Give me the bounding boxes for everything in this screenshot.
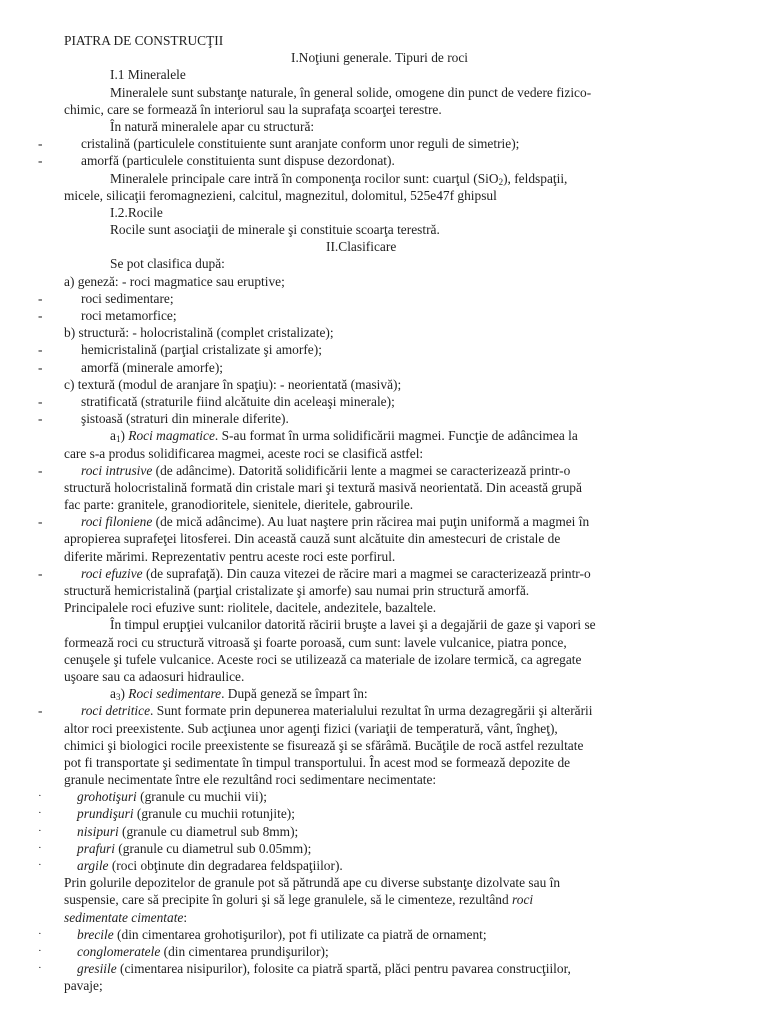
term-italic: gresiile: [77, 961, 117, 977]
dot-bullet: ·: [38, 944, 42, 957]
subsection-heading-minerals: I.1 Mineralele: [110, 67, 186, 83]
list-item: - roci efuzive (de suprafaţă). Din cauza vitezei de răcire mari a magmei se caracterizează printr-o: [38, 565, 591, 581]
paragraph-line: altor roci preexistente. Sub acţiunea unor agenţi fizici (variaţii de temperatură, vânt, îngheţ),: [64, 720, 558, 736]
paragraph-line: granule necimentate între ele rezultând roci sedimentare necimentate:: [64, 772, 437, 788]
list-item: - roci filoniene (de mică adâncime). Au luat naştere prin răcirea mai puţin uniformă a magmei în: [38, 514, 590, 530]
list-item: · brecile (din cimentarea grohotişurilor), pot fi utilizate ca piatră de ornament;: [38, 926, 487, 942]
list-item: · prafuri (granule cu diametrul sub 0.05mm);: [38, 840, 312, 856]
dash-bullet: -: [38, 411, 43, 427]
paragraph-line: Rocile sunt asociaţii de minerale şi constituie scoarţa terestră.: [110, 222, 440, 238]
paragraph-line: În natură mineralele apar cu structură:: [110, 118, 315, 134]
list-item: - hemicristalină (parţial cristalizate şi amorfe);: [38, 342, 322, 358]
paragraph-line: $a_3$) Roci sedimentare. După geneză se împart în:: [110, 686, 368, 703]
paragraph-line: Se pot clasifica după:: [110, 256, 225, 272]
list-item: · grohotişuri (granule cu muchii vii);: [38, 789, 267, 805]
term-italic: brecile: [77, 926, 114, 942]
paragraph-line: structură hemicristalină (parţial cristalizate şi amorfe) sau numai prin structură amorfă.: [64, 583, 530, 598]
term-italic: roci efuzive: [81, 565, 143, 581]
dot-bullet: ·: [38, 807, 42, 820]
term-italic: roci: [512, 892, 534, 908]
document-page: [0, 32, 768, 995]
list-item: - roci metamorfice;: [38, 308, 177, 323]
dash-bullet: -: [38, 290, 43, 306]
dot-bullet: ·: [38, 927, 42, 940]
paragraph-line: sedimentate cimentate:: [64, 909, 188, 925]
dash-bullet: -: [38, 703, 43, 719]
list-item: · prundişuri (granule cu muchii rotunjite);: [38, 806, 295, 822]
dash-bullet: -: [38, 153, 43, 169]
paragraph-line: cenuşele şi tufele vulcanice. Aceste roci se utilizează ca materiale de izolare termică, ca agregate: [64, 651, 582, 667]
dash-bullet: -: [38, 308, 43, 323]
classification-item: a) geneză: - roci magmatice sau eruptive;: [64, 273, 285, 289]
dash-bullet: -: [38, 462, 43, 478]
paragraph-line: care s-a produs solidificarea magmei, aceste roci se clasifică astfel:: [64, 445, 424, 461]
dash-bullet: -: [38, 393, 43, 409]
paragraph-line: uşoare sau ca adaosuri hidraulice.: [64, 668, 245, 684]
dash-bullet: -: [38, 565, 43, 581]
paragraph-line: micele, silicaţii feromagnezieni, calcitul, magnezitul, dolomitul, 525e47f ghipsul: [64, 187, 497, 203]
list-item: - stratificată (straturile fiind alcătuite din aceleaşi minerale);: [38, 393, 395, 409]
paragraph-line: Mineralele sunt substanţe naturale, în general solide, omogene din punct de vedere fizico-: [110, 84, 592, 100]
document-title: PIATRA DE CONSTRUCŢII: [64, 33, 224, 48]
paragraph-line: chimici şi biologici rocile preexistente se fisurează şi se sfărâmă. Bucăţile de rocă astfel rezultate: [64, 737, 584, 753]
paragraph-line: formează roci cu structură vitroasă şi foarte poroasă, cum sunt: lavele vulcanice, piatra ponce,: [64, 634, 567, 650]
section-heading-1: I.Noţiuni generale. Tipuri de roci: [291, 50, 469, 66]
term-italic: prundişuri: [77, 806, 134, 822]
paragraph-line: chimic, care se formează în interiorul sau la suprafaţa scoarţei terestre.: [64, 101, 442, 117]
list-item: - cristalină (particulele constituiente sunt aranjate conform unor reguli de simetrie);: [38, 136, 520, 152]
paragraph-line: $a_1$) Roci magmatice. S-au format în urma solidificării magmei. Funcţie de adâncimea la: [110, 428, 578, 445]
subsection-heading-rocks: I.2.Rocile: [110, 204, 163, 220]
list-item: · nisipuri (granule cu diametrul sub 8mm);: [38, 823, 299, 839]
list-item: · conglomeratele (din cimentarea prundişurilor);: [38, 943, 329, 959]
paragraph-line: fac parte: granitele, granodioritele, sienitele, dieritele, gabrourile.: [64, 497, 414, 513]
dash-bullet: -: [38, 514, 43, 530]
paragraph-line: apropierea suprafeţei litosferei. Din această cauză sunt alcătuite din amestecuri de cristale de: [64, 531, 561, 547]
list-item: · gresiile (cimentarea nisipurilor), folosite ca piatră spartă, plăci pentru pavarea construcţiilor,: [38, 961, 571, 977]
term-italic: prafuri: [77, 840, 115, 856]
dot-bullet: ·: [38, 962, 42, 975]
paragraph-line: pavaje;: [64, 978, 103, 994]
paragraph-line: Prin golurile depozitelor de granule pot să pătrundă ape cu diverse substanţe dizolvate sau în: [64, 875, 561, 891]
dash-bullet: -: [38, 136, 43, 152]
term-italic: argile: [77, 858, 109, 873]
list-item: - roci intrusive (de adâncime). Datorită solidificării lente a magmei se caracterizează printr-o: [38, 462, 571, 478]
term-italic: conglomeratele: [77, 943, 161, 959]
term-italic: roci detritice: [81, 703, 151, 719]
list-item: - şistoasă (straturi din minerale diferite).: [38, 411, 289, 427]
dot-bullet: ·: [38, 841, 42, 854]
list-item: - amorfă (minerale amorfe);: [38, 359, 224, 375]
paragraph-line: Principalele roci efuzive sunt: riolitele, dacitele, andezitele, bazaltele.: [64, 600, 437, 616]
term-italic: grohotişuri: [77, 789, 137, 805]
term-italic: sedimentate cimentate: [64, 909, 184, 925]
term-italic: roci intrusive: [81, 462, 153, 478]
list-item: - roci detritice. Sunt formate prin depunerea materialului rezultat în urma dezagregării şi alterării: [38, 703, 593, 719]
paragraph-line: În timpul erupţiei vulcanilor datorită răcirii bruşte a lavei şi a degajării de gaze şi vapori se: [110, 617, 596, 633]
dot-bullet: ·: [38, 859, 42, 871]
paragraph-line: diferite mărimi. Reprezentativ pentru aceste roci este porfirul.: [64, 548, 396, 564]
paragraph-line: structură holocristalină formată din cristale mari şi textură masivă neorientată. Din această grupă: [64, 479, 582, 495]
paragraph-line: suspensie, care să precipite în goluri şi să lege granulele, să le cimenteze, rezultând roci: [64, 892, 534, 908]
section-heading-2: II.Clasificare: [326, 239, 397, 255]
list-item: · argile (roci obţinute din degradarea feldspaţiilor).: [38, 858, 343, 873]
term-italic: Roci sedimentare: [128, 686, 222, 702]
paragraph-line: Mineralele principale care intră în componenţa rocilor sunt: cuarţul (SiO$_2$), feldspaţii,: [110, 170, 568, 187]
list-item: - amorfă (particulele constituienta sunt dispuse dezordonat).: [38, 153, 395, 169]
dot-bullet: ·: [38, 790, 42, 803]
dot-bullet: ·: [38, 824, 42, 837]
term-italic: nisipuri: [77, 823, 119, 839]
dash-bullet: -: [38, 342, 43, 358]
paragraph-line: pot fi transportate şi sedimentate în timpul transportului. În acest mod se formează depozite de: [64, 754, 571, 770]
classification-item: c) textură (modul de aranjare în spaţiu): - neorientată (masivă);: [64, 376, 402, 392]
dash-bullet: -: [38, 359, 43, 375]
term-italic: Roci magmatice: [128, 428, 215, 444]
term-italic: roci filoniene: [81, 514, 153, 530]
list-item: - roci sedimentare;: [38, 290, 174, 306]
classification-item: b) structură: - holocristalină (complet cristalizate);: [64, 325, 334, 341]
